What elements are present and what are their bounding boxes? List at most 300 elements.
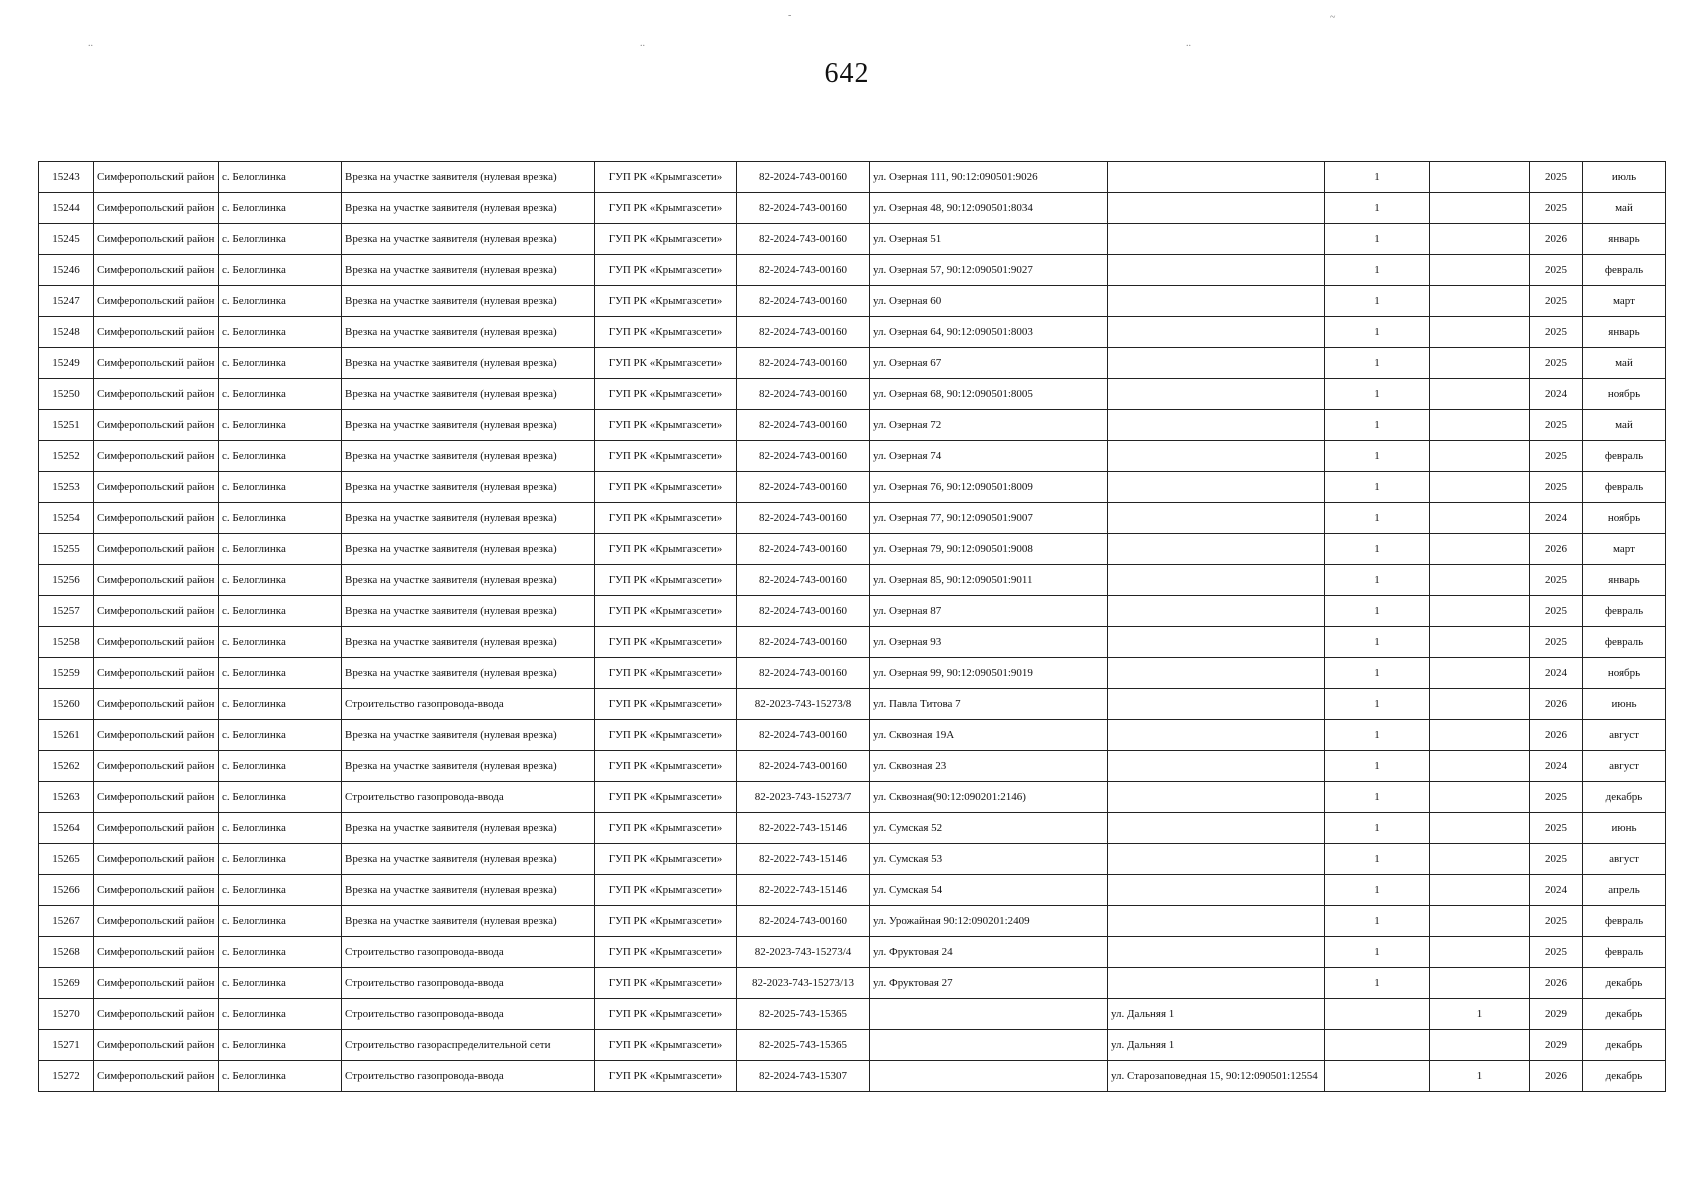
district-cell: Симферопольский район — [94, 441, 219, 472]
quantity-cell: 1 — [1325, 937, 1430, 968]
address-cell: ул. Озерная 111, 90:12:090501:9026 — [870, 162, 1108, 193]
row-number: 15257 — [39, 596, 94, 627]
organization-cell: ГУП РК «Крымгазсети» — [595, 596, 737, 627]
address-alt-cell — [1108, 503, 1325, 534]
address-cell: ул. Озерная 93 — [870, 627, 1108, 658]
month-cell: декабрь — [1583, 782, 1666, 813]
address-cell: ул. Озерная 67 — [870, 348, 1108, 379]
quantity-cell — [1325, 1030, 1430, 1061]
quantity-cell: 1 — [1325, 534, 1430, 565]
row-number: 15265 — [39, 844, 94, 875]
address-alt-cell — [1108, 286, 1325, 317]
address-cell: ул. Сквозная 23 — [870, 751, 1108, 782]
quantity-cell: 1 — [1325, 565, 1430, 596]
year-cell: 2025 — [1530, 317, 1583, 348]
year-cell: 2024 — [1530, 751, 1583, 782]
quantity-cell: 1 — [1325, 689, 1430, 720]
address-cell: ул. Озерная 74 — [870, 441, 1108, 472]
district-cell: Симферопольский район — [94, 875, 219, 906]
quantity-alt-cell: 1 — [1430, 999, 1530, 1030]
quantity-alt-cell — [1430, 906, 1530, 937]
address-cell: ул. Озерная 57, 90:12:090501:9027 — [870, 255, 1108, 286]
quantity-alt-cell — [1430, 565, 1530, 596]
year-cell: 2025 — [1530, 906, 1583, 937]
address-alt-cell — [1108, 162, 1325, 193]
address-cell: ул. Озерная 64, 90:12:090501:8003 — [870, 317, 1108, 348]
row-number: 15252 — [39, 441, 94, 472]
work-type-cell: Врезка на участке заявителя (нулевая врезка) — [342, 441, 595, 472]
permit-number-cell: 82-2024-743-00160 — [737, 255, 870, 286]
quantity-alt-cell — [1430, 441, 1530, 472]
district-cell: Симферопольский район — [94, 782, 219, 813]
settlement-cell: с. Белоглинка — [219, 565, 342, 596]
quantity-alt-cell — [1430, 162, 1530, 193]
work-type-cell: Строительство газопровода-ввода — [342, 937, 595, 968]
permit-number-cell: 82-2023-743-15273/13 — [737, 968, 870, 999]
permit-number-cell: 82-2023-743-15273/4 — [737, 937, 870, 968]
address-alt-cell — [1108, 689, 1325, 720]
month-cell: август — [1583, 720, 1666, 751]
organization-cell: ГУП РК «Крымгазсети» — [595, 906, 737, 937]
quantity-alt-cell — [1430, 596, 1530, 627]
organization-cell: ГУП РК «Крымгазсети» — [595, 813, 737, 844]
address-cell: ул. Озерная 99, 90:12:090501:9019 — [870, 658, 1108, 689]
district-cell: Симферопольский район — [94, 379, 219, 410]
month-cell: февраль — [1583, 596, 1666, 627]
organization-cell: ГУП РК «Крымгазсети» — [595, 348, 737, 379]
work-type-cell: Врезка на участке заявителя (нулевая врезка) — [342, 193, 595, 224]
quantity-alt-cell — [1430, 472, 1530, 503]
row-number: 15249 — [39, 348, 94, 379]
organization-cell: ГУП РК «Крымгазсети» — [595, 379, 737, 410]
table-row — [39, 379, 1666, 410]
settlement-cell: с. Белоглинка — [219, 317, 342, 348]
work-type-cell: Врезка на участке заявителя (нулевая врезка) — [342, 596, 595, 627]
quantity-cell: 1 — [1325, 472, 1430, 503]
year-cell: 2025 — [1530, 286, 1583, 317]
permit-number-cell: 82-2024-743-00160 — [737, 286, 870, 317]
scan-speck: .. — [88, 38, 93, 49]
address-alt-cell — [1108, 720, 1325, 751]
address-alt-cell: ул. Дальняя 1 — [1108, 999, 1325, 1030]
month-cell: май — [1583, 348, 1666, 379]
table-row — [39, 255, 1666, 286]
settlement-cell: с. Белоглинка — [219, 286, 342, 317]
settlement-cell: с. Белоглинка — [219, 1061, 342, 1092]
district-cell: Симферопольский район — [94, 937, 219, 968]
page-number: 642 — [824, 58, 870, 89]
district-cell: Симферопольский район — [94, 317, 219, 348]
year-cell: 2024 — [1530, 503, 1583, 534]
quantity-cell: 1 — [1325, 193, 1430, 224]
table-row — [39, 751, 1666, 782]
year-cell: 2025 — [1530, 627, 1583, 658]
year-cell: 2026 — [1530, 968, 1583, 999]
settlement-cell: с. Белоглинка — [219, 255, 342, 286]
work-type-cell: Строительство газопровода-ввода — [342, 782, 595, 813]
address-alt-cell — [1108, 596, 1325, 627]
address-alt-cell — [1108, 472, 1325, 503]
table-row — [39, 441, 1666, 472]
quantity-alt-cell — [1430, 255, 1530, 286]
organization-cell: ГУП РК «Крымгазсети» — [595, 317, 737, 348]
table-row — [39, 658, 1666, 689]
organization-cell: ГУП РК «Крымгазсети» — [595, 255, 737, 286]
row-number: 15259 — [39, 658, 94, 689]
address-alt-cell — [1108, 410, 1325, 441]
quantity-alt-cell — [1430, 658, 1530, 689]
district-cell: Симферопольский район — [94, 224, 219, 255]
address-cell: ул. Сумская 54 — [870, 875, 1108, 906]
address-alt-cell — [1108, 968, 1325, 999]
row-number: 15258 — [39, 627, 94, 658]
quantity-cell: 1 — [1325, 441, 1430, 472]
settlement-cell: с. Белоглинка — [219, 999, 342, 1030]
quantity-alt-cell — [1430, 410, 1530, 441]
work-type-cell: Строительство газопровода-ввода — [342, 999, 595, 1030]
row-number: 15271 — [39, 1030, 94, 1061]
table-row — [39, 906, 1666, 937]
month-cell: февраль — [1583, 255, 1666, 286]
address-alt-cell — [1108, 844, 1325, 875]
address-alt-cell: ул. Старозаповедная 15, 90:12:090501:12554 — [1108, 1061, 1325, 1092]
permit-number-cell: 82-2024-743-00160 — [737, 379, 870, 410]
work-type-cell: Врезка на участке заявителя (нулевая врезка) — [342, 565, 595, 596]
address-cell — [870, 1061, 1108, 1092]
district-cell: Симферопольский район — [94, 968, 219, 999]
settlement-cell: с. Белоглинка — [219, 658, 342, 689]
permit-number-cell: 82-2024-743-00160 — [737, 565, 870, 596]
settlement-cell: с. Белоглинка — [219, 1030, 342, 1061]
organization-cell: ГУП РК «Крымгазсети» — [595, 937, 737, 968]
table-row — [39, 565, 1666, 596]
row-number: 15269 — [39, 968, 94, 999]
address-cell — [870, 999, 1108, 1030]
quantity-cell: 1 — [1325, 782, 1430, 813]
year-cell: 2026 — [1530, 689, 1583, 720]
address-alt-cell — [1108, 627, 1325, 658]
quantity-cell: 1 — [1325, 813, 1430, 844]
table-row — [39, 689, 1666, 720]
permit-number-cell: 82-2024-743-00160 — [737, 720, 870, 751]
district-cell: Симферопольский район — [94, 255, 219, 286]
row-number: 15254 — [39, 503, 94, 534]
quantity-cell: 1 — [1325, 751, 1430, 782]
quantity-cell: 1 — [1325, 627, 1430, 658]
table-row — [39, 224, 1666, 255]
organization-cell: ГУП РК «Крымгазсети» — [595, 193, 737, 224]
year-cell: 2026 — [1530, 1061, 1583, 1092]
year-cell: 2026 — [1530, 534, 1583, 565]
quantity-cell: 1 — [1325, 720, 1430, 751]
organization-cell: ГУП РК «Крымгазсети» — [595, 782, 737, 813]
quantity-cell: 1 — [1325, 410, 1430, 441]
quantity-alt-cell — [1430, 348, 1530, 379]
work-type-cell: Врезка на участке заявителя (нулевая врезка) — [342, 224, 595, 255]
quantity-alt-cell — [1430, 813, 1530, 844]
organization-cell: ГУП РК «Крымгазсети» — [595, 1030, 737, 1061]
year-cell: 2025 — [1530, 348, 1583, 379]
address-alt-cell — [1108, 255, 1325, 286]
permit-number-cell: 82-2024-743-00160 — [737, 503, 870, 534]
month-cell: август — [1583, 844, 1666, 875]
quantity-cell: 1 — [1325, 596, 1430, 627]
month-cell: февраль — [1583, 441, 1666, 472]
quantity-alt-cell — [1430, 720, 1530, 751]
row-number: 15260 — [39, 689, 94, 720]
row-number: 15262 — [39, 751, 94, 782]
settlement-cell: с. Белоглинка — [219, 534, 342, 565]
district-cell: Симферопольский район — [94, 844, 219, 875]
registry-table — [38, 161, 1666, 1092]
month-cell: ноябрь — [1583, 503, 1666, 534]
address-cell: ул. Сквозная 19А — [870, 720, 1108, 751]
month-cell: январь — [1583, 317, 1666, 348]
quantity-alt-cell — [1430, 503, 1530, 534]
organization-cell: ГУП РК «Крымгазсети» — [595, 224, 737, 255]
address-cell: ул. Озерная 77, 90:12:090501:9007 — [870, 503, 1108, 534]
quantity-alt-cell — [1430, 968, 1530, 999]
district-cell: Симферопольский район — [94, 596, 219, 627]
settlement-cell: с. Белоглинка — [219, 720, 342, 751]
permit-number-cell: 82-2025-743-15365 — [737, 1030, 870, 1061]
address-cell: ул. Озерная 51 — [870, 224, 1108, 255]
month-cell: апрель — [1583, 875, 1666, 906]
quantity-alt-cell — [1430, 193, 1530, 224]
permit-number-cell: 82-2024-743-00160 — [737, 472, 870, 503]
quantity-cell: 1 — [1325, 844, 1430, 875]
address-alt-cell — [1108, 317, 1325, 348]
permit-number-cell: 82-2022-743-15146 — [737, 813, 870, 844]
work-type-cell: Врезка на участке заявителя (нулевая врезка) — [342, 627, 595, 658]
month-cell: февраль — [1583, 906, 1666, 937]
settlement-cell: с. Белоглинка — [219, 627, 342, 658]
settlement-cell: с. Белоглинка — [219, 875, 342, 906]
address-cell: ул. Озерная 87 — [870, 596, 1108, 627]
settlement-cell: с. Белоглинка — [219, 689, 342, 720]
quantity-cell: 1 — [1325, 286, 1430, 317]
address-cell: ул. Озерная 85, 90:12:090501:9011 — [870, 565, 1108, 596]
settlement-cell: с. Белоглинка — [219, 503, 342, 534]
address-cell: ул. Фруктовая 27 — [870, 968, 1108, 999]
work-type-cell: Врезка на участке заявителя (нулевая врезка) — [342, 906, 595, 937]
month-cell: ноябрь — [1583, 379, 1666, 410]
district-cell: Симферопольский район — [94, 472, 219, 503]
district-cell: Симферопольский район — [94, 999, 219, 1030]
settlement-cell: с. Белоглинка — [219, 937, 342, 968]
address-alt-cell — [1108, 193, 1325, 224]
work-type-cell: Строительство газопровода-ввода — [342, 968, 595, 999]
table-row — [39, 999, 1666, 1030]
organization-cell: ГУП РК «Крымгазсети» — [595, 875, 737, 906]
settlement-cell: с. Белоглинка — [219, 844, 342, 875]
district-cell: Симферопольский район — [94, 286, 219, 317]
permit-number-cell: 82-2024-743-00160 — [737, 162, 870, 193]
year-cell: 2025 — [1530, 162, 1583, 193]
month-cell: март — [1583, 534, 1666, 565]
row-number: 15261 — [39, 720, 94, 751]
registry-body — [39, 162, 1666, 1092]
month-cell: июнь — [1583, 813, 1666, 844]
work-type-cell: Врезка на участке заявителя (нулевая врезка) — [342, 658, 595, 689]
scan-speck: .. — [1186, 38, 1191, 49]
permit-number-cell: 82-2024-743-00160 — [737, 658, 870, 689]
month-cell: февраль — [1583, 937, 1666, 968]
organization-cell: ГУП РК «Крымгазсети» — [595, 162, 737, 193]
settlement-cell: с. Белоглинка — [219, 596, 342, 627]
quantity-alt-cell — [1430, 317, 1530, 348]
address-alt-cell — [1108, 875, 1325, 906]
quantity-cell: 1 — [1325, 968, 1430, 999]
quantity-alt-cell — [1430, 627, 1530, 658]
district-cell: Симферопольский район — [94, 193, 219, 224]
work-type-cell: Врезка на участке заявителя (нулевая врезка) — [342, 534, 595, 565]
row-number: 15247 — [39, 286, 94, 317]
settlement-cell: с. Белоглинка — [219, 379, 342, 410]
year-cell: 2025 — [1530, 813, 1583, 844]
district-cell: Симферопольский район — [94, 627, 219, 658]
month-cell: май — [1583, 193, 1666, 224]
permit-number-cell: 82-2022-743-15146 — [737, 844, 870, 875]
row-number: 15244 — [39, 193, 94, 224]
organization-cell: ГУП РК «Крымгазсети» — [595, 689, 737, 720]
month-cell: июнь — [1583, 689, 1666, 720]
table-row — [39, 1061, 1666, 1092]
district-cell: Симферопольский район — [94, 534, 219, 565]
settlement-cell: с. Белоглинка — [219, 410, 342, 441]
work-type-cell: Врезка на участке заявителя (нулевая врезка) — [342, 720, 595, 751]
month-cell: декабрь — [1583, 1030, 1666, 1061]
address-cell: ул. Озерная 60 — [870, 286, 1108, 317]
permit-number-cell: 82-2024-743-00160 — [737, 317, 870, 348]
quantity-cell: 1 — [1325, 875, 1430, 906]
work-type-cell: Врезка на участке заявителя (нулевая врезка) — [342, 255, 595, 286]
year-cell: 2025 — [1530, 565, 1583, 596]
work-type-cell: Врезка на участке заявителя (нулевая врезка) — [342, 410, 595, 441]
scan-speck: .. — [640, 38, 645, 49]
district-cell: Симферопольский район — [94, 503, 219, 534]
district-cell: Симферопольский район — [94, 658, 219, 689]
quantity-alt-cell — [1430, 379, 1530, 410]
month-cell: декабрь — [1583, 968, 1666, 999]
quantity-alt-cell: 1 — [1430, 1061, 1530, 1092]
quantity-alt-cell — [1430, 1030, 1530, 1061]
year-cell: 2024 — [1530, 875, 1583, 906]
table-row — [39, 193, 1666, 224]
month-cell: январь — [1583, 565, 1666, 596]
year-cell: 2026 — [1530, 720, 1583, 751]
organization-cell: ГУП РК «Крымгазсети» — [595, 565, 737, 596]
month-cell: январь — [1583, 224, 1666, 255]
row-number: 15243 — [39, 162, 94, 193]
address-alt-cell — [1108, 658, 1325, 689]
work-type-cell: Врезка на участке заявителя (нулевая врезка) — [342, 503, 595, 534]
settlement-cell: с. Белоглинка — [219, 906, 342, 937]
quantity-alt-cell — [1430, 224, 1530, 255]
permit-number-cell: 82-2024-743-15307 — [737, 1061, 870, 1092]
organization-cell: ГУП РК «Крымгазсети» — [595, 286, 737, 317]
quantity-alt-cell — [1430, 534, 1530, 565]
row-number: 15251 — [39, 410, 94, 441]
quantity-alt-cell — [1430, 751, 1530, 782]
address-alt-cell — [1108, 379, 1325, 410]
year-cell: 2025 — [1530, 782, 1583, 813]
address-alt-cell — [1108, 813, 1325, 844]
month-cell: июль — [1583, 162, 1666, 193]
table-row — [39, 472, 1666, 503]
address-alt-cell — [1108, 534, 1325, 565]
year-cell: 2025 — [1530, 255, 1583, 286]
row-number: 15270 — [39, 999, 94, 1030]
month-cell: февраль — [1583, 627, 1666, 658]
year-cell: 2025 — [1530, 844, 1583, 875]
work-type-cell: Врезка на участке заявителя (нулевая врезка) — [342, 813, 595, 844]
table-row — [39, 410, 1666, 441]
scan-speck: ~ — [1330, 12, 1336, 23]
table-row — [39, 1030, 1666, 1061]
quantity-alt-cell — [1430, 286, 1530, 317]
quantity-cell: 1 — [1325, 162, 1430, 193]
settlement-cell: с. Белоглинка — [219, 162, 342, 193]
organization-cell: ГУП РК «Крымгазсети» — [595, 658, 737, 689]
month-cell: февраль — [1583, 472, 1666, 503]
year-cell: 2026 — [1530, 224, 1583, 255]
table-row — [39, 875, 1666, 906]
address-alt-cell: ул. Дальняя 1 — [1108, 1030, 1325, 1061]
permit-number-cell: 82-2024-743-00160 — [737, 596, 870, 627]
address-cell: ул. Павла Титова 7 — [870, 689, 1108, 720]
month-cell: ноябрь — [1583, 658, 1666, 689]
district-cell: Симферопольский район — [94, 348, 219, 379]
quantity-cell — [1325, 1061, 1430, 1092]
work-type-cell: Строительство газопровода-ввода — [342, 689, 595, 720]
permit-number-cell: 82-2023-743-15273/7 — [737, 782, 870, 813]
work-type-cell: Врезка на участке заявителя (нулевая врезка) — [342, 286, 595, 317]
quantity-cell: 1 — [1325, 503, 1430, 534]
settlement-cell: с. Белоглинка — [219, 472, 342, 503]
organization-cell: ГУП РК «Крымгазсети» — [595, 503, 737, 534]
address-cell: ул. Сквозная(90:12:090201:2146) — [870, 782, 1108, 813]
quantity-cell: 1 — [1325, 658, 1430, 689]
settlement-cell: с. Белоглинка — [219, 441, 342, 472]
table-row — [39, 627, 1666, 658]
month-cell: март — [1583, 286, 1666, 317]
year-cell: 2025 — [1530, 937, 1583, 968]
table-row — [39, 503, 1666, 534]
work-type-cell: Строительство газопровода-ввода — [342, 1061, 595, 1092]
permit-number-cell: 82-2025-743-15365 — [737, 999, 870, 1030]
organization-cell: ГУП РК «Крымгазсети» — [595, 999, 737, 1030]
organization-cell: ГУП РК «Крымгазсети» — [595, 410, 737, 441]
settlement-cell: с. Белоглинка — [219, 224, 342, 255]
row-number: 15267 — [39, 906, 94, 937]
quantity-alt-cell — [1430, 782, 1530, 813]
permit-number-cell: 82-2022-743-15146 — [737, 875, 870, 906]
settlement-cell: с. Белоглинка — [219, 751, 342, 782]
row-number: 15248 — [39, 317, 94, 348]
row-number: 15245 — [39, 224, 94, 255]
organization-cell: ГУП РК «Крымгазсети» — [595, 844, 737, 875]
table-row — [39, 720, 1666, 751]
quantity-alt-cell — [1430, 875, 1530, 906]
table-row — [39, 937, 1666, 968]
permit-number-cell: 82-2023-743-15273/8 — [737, 689, 870, 720]
table-row — [39, 534, 1666, 565]
district-cell: Симферопольский район — [94, 1030, 219, 1061]
permit-number-cell: 82-2024-743-00160 — [737, 193, 870, 224]
address-alt-cell — [1108, 224, 1325, 255]
work-type-cell: Врезка на участке заявителя (нулевая врезка) — [342, 162, 595, 193]
